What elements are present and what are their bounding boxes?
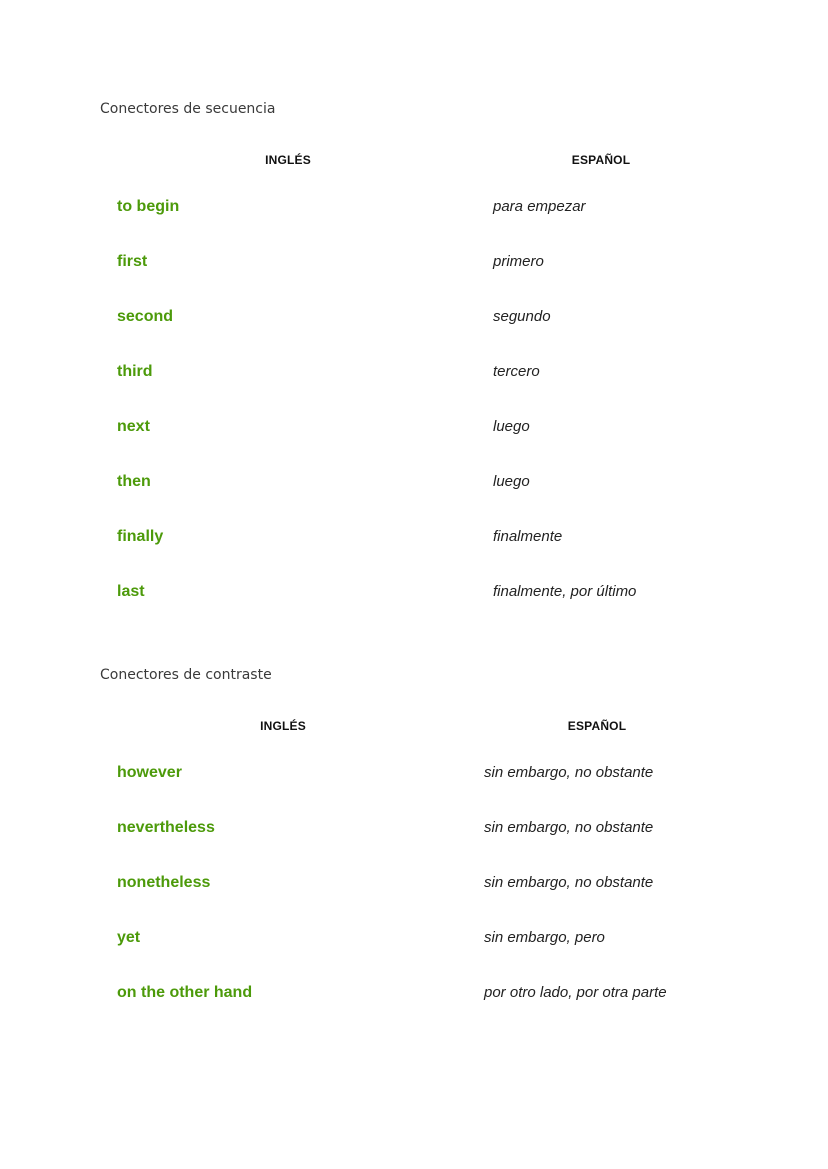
column-header-english: INGLÉS <box>260 719 306 733</box>
english-term: to begin <box>117 198 180 215</box>
spanish-translation: finalmente, por último <box>493 583 637 600</box>
spanish-translation: para empezar <box>493 198 586 215</box>
english-term: nonetheless <box>117 874 211 891</box>
spanish-translation: finalmente <box>493 528 563 545</box>
table-row <box>0 418 828 473</box>
english-term: third <box>117 363 153 380</box>
column-header-spanish: ESPAÑOL <box>571 153 631 167</box>
english-term: then <box>117 473 151 490</box>
spanish-translation: luego <box>493 473 530 490</box>
column-header-english: INGLÉS <box>265 153 311 167</box>
table-row <box>0 253 828 308</box>
table-row <box>0 528 828 583</box>
spanish-translation: sin embargo, pero <box>484 929 605 946</box>
english-term: however <box>117 764 182 781</box>
table-row <box>0 819 828 874</box>
table-row <box>0 929 828 984</box>
table-row <box>0 308 828 363</box>
spanish-translation: tercero <box>493 363 540 380</box>
vocabulary-table <box>0 764 828 1039</box>
column-header-spanish: ESPAÑOL <box>567 719 627 733</box>
english-term: nevertheless <box>117 819 215 836</box>
table-row <box>0 874 828 929</box>
spanish-translation: segundo <box>493 308 551 325</box>
spanish-translation: sin embargo, no obstante <box>484 819 654 836</box>
table-row <box>0 198 828 253</box>
spanish-translation: primero <box>493 253 544 270</box>
section-title: Conectores de contraste <box>100 667 272 683</box>
english-term: yet <box>117 929 141 946</box>
english-term: last <box>117 583 145 600</box>
table-row <box>0 764 828 819</box>
spanish-translation: sin embargo, no obstante <box>484 764 654 781</box>
english-term: next <box>117 418 150 435</box>
section-title: Conectores de secuencia <box>100 101 276 117</box>
table-row <box>0 363 828 418</box>
vocabulary-table <box>0 198 828 638</box>
spanish-translation: luego <box>493 418 530 435</box>
table-row <box>0 984 828 1039</box>
table-row <box>0 473 828 528</box>
table-row <box>0 583 828 638</box>
english-term: on the other hand <box>117 984 253 1001</box>
english-term: second <box>117 308 174 325</box>
spanish-translation: sin embargo, no obstante <box>484 874 654 891</box>
english-term: finally <box>117 528 164 545</box>
english-term: first <box>117 253 148 270</box>
spanish-translation: por otro lado, por otra parte <box>484 984 667 1001</box>
